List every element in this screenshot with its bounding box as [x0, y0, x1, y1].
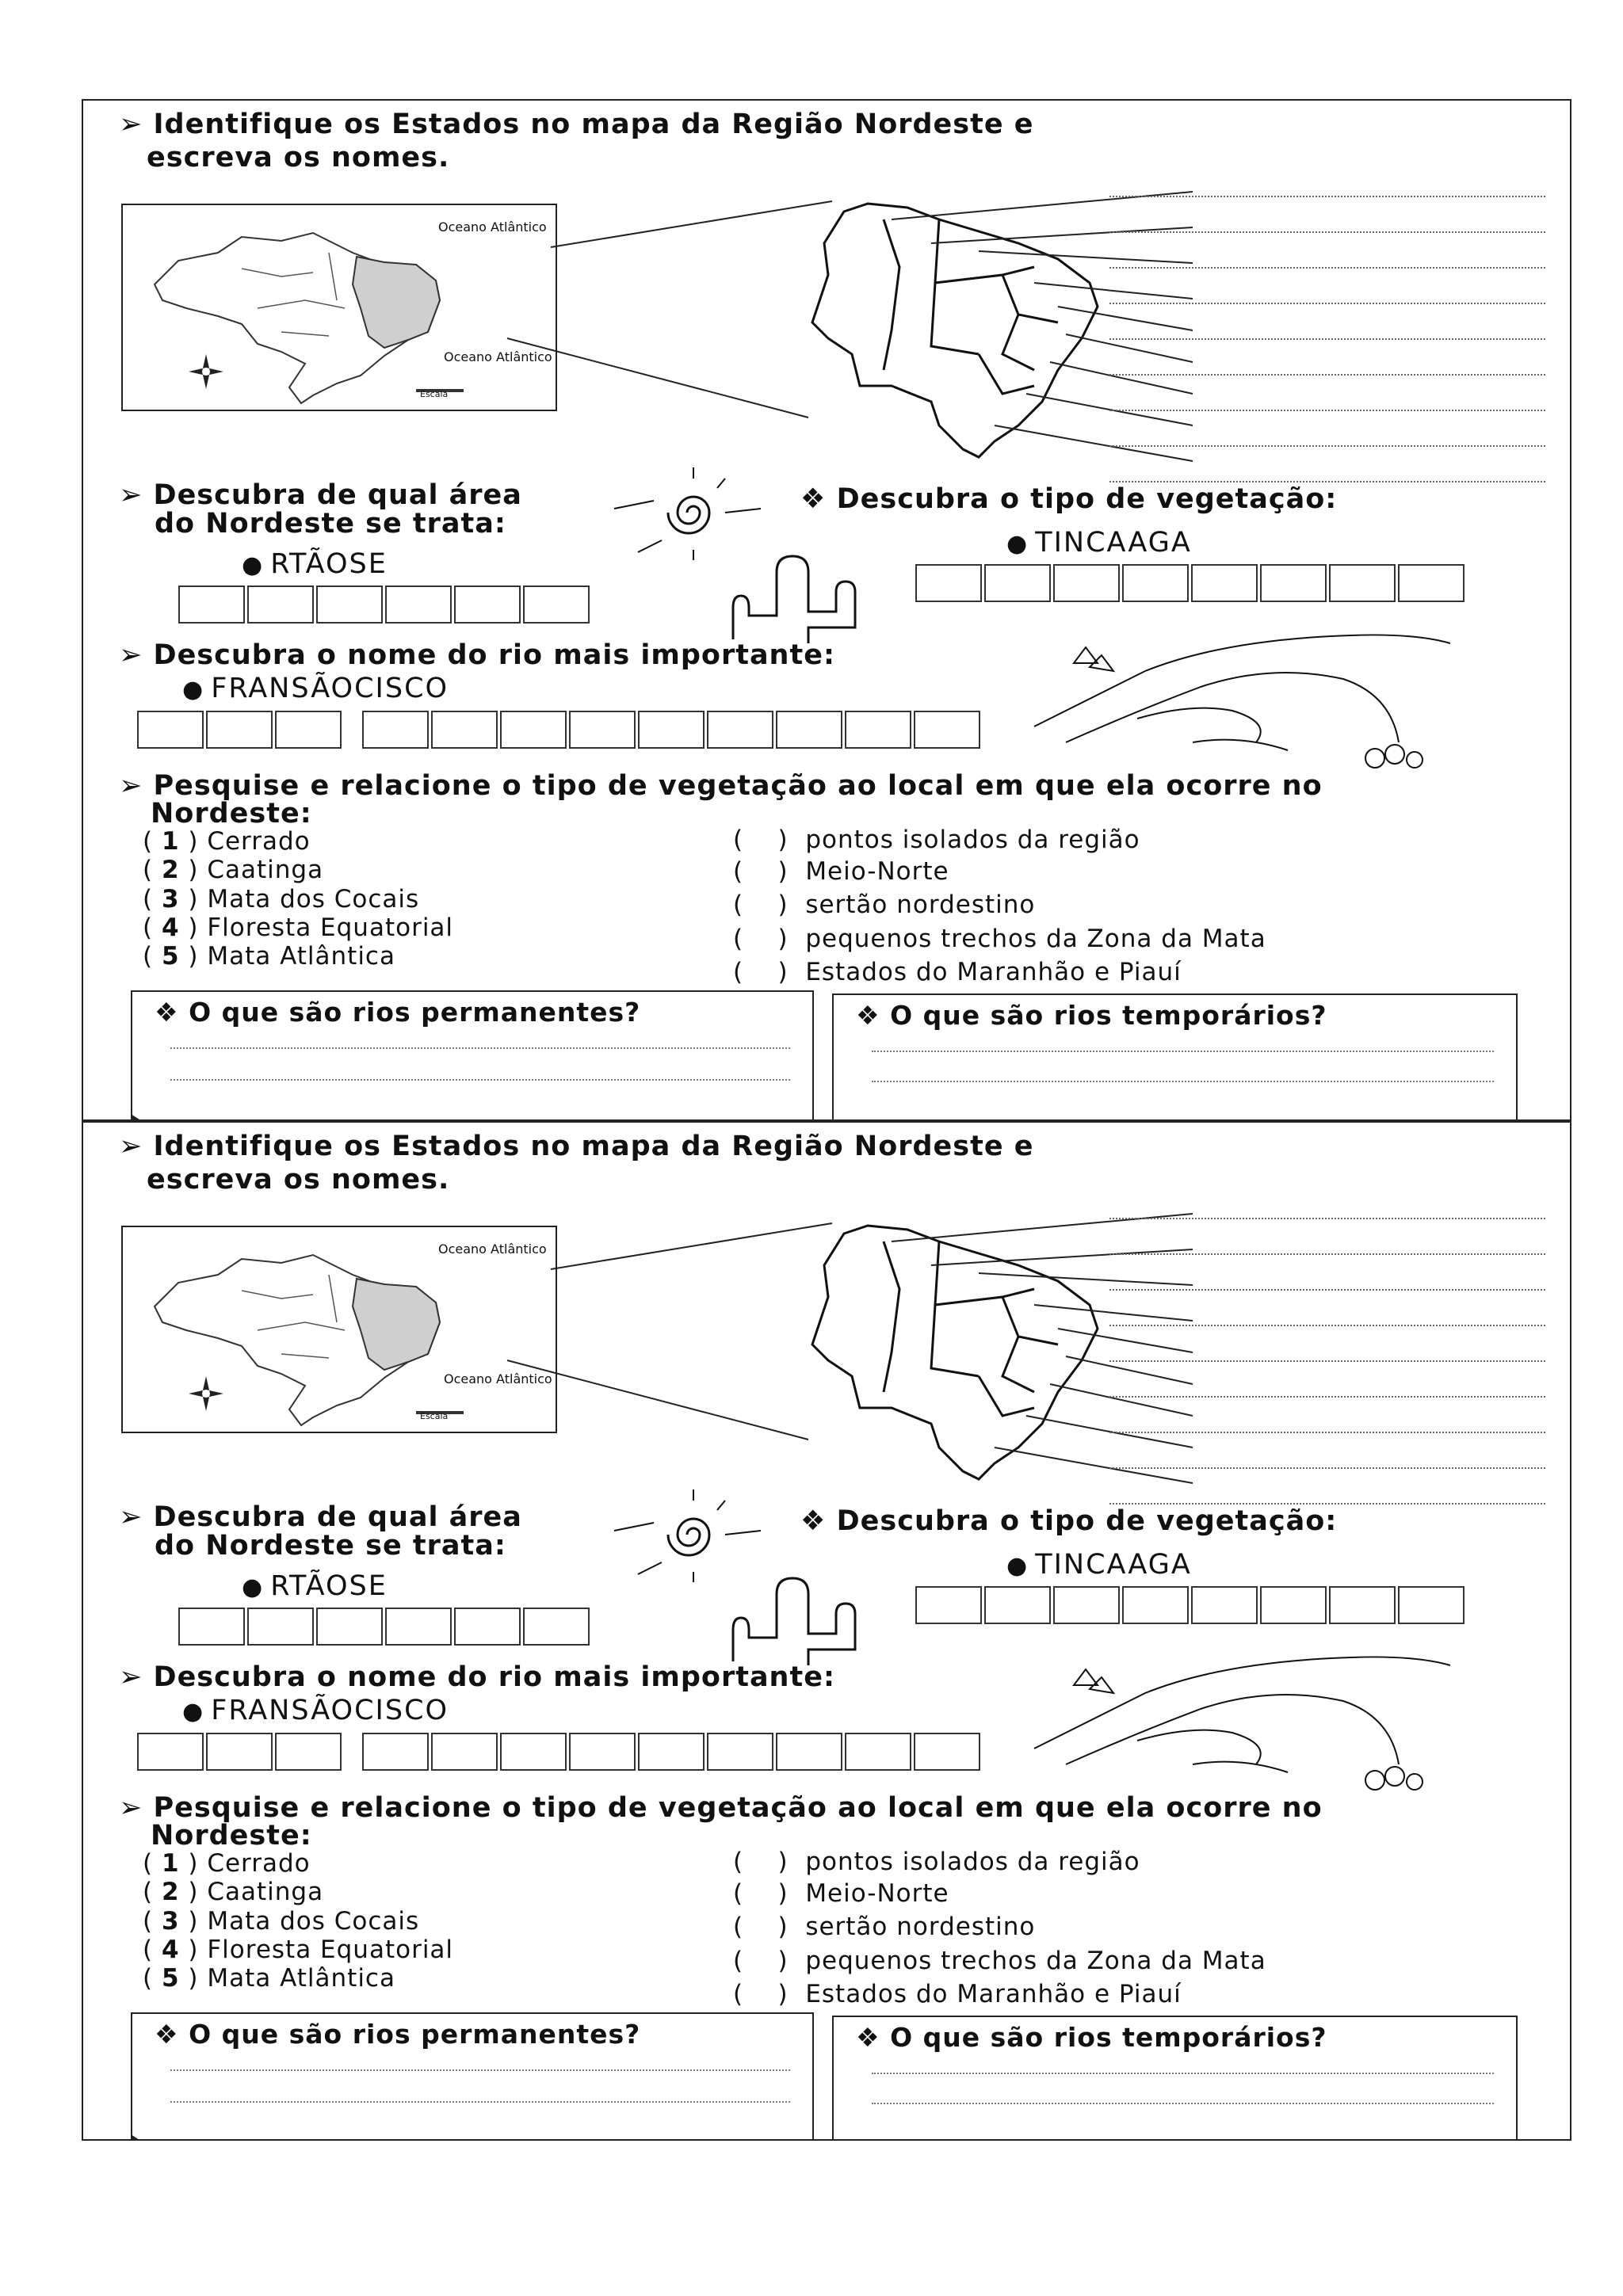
answer-boxes-area[interactable]	[178, 585, 592, 624]
answer-boxes-river-1[interactable]	[137, 711, 344, 749]
answer-line[interactable]	[170, 2101, 790, 2103]
vegetation-item-5: ( 5 ) Mata Atlântica	[143, 942, 395, 971]
state-answer-line[interactable]	[1109, 1325, 1545, 1326]
vegetation-item-2: ( 2 ) Caatinga	[143, 1878, 324, 1906]
pointer-icon: ➢	[119, 1131, 143, 1162]
question-3: ❖ Descubra o tipo de vegetação:	[800, 1505, 1338, 1537]
state-answer-line[interactable]	[1109, 267, 1545, 269]
question-1-line-2: escreva os nomes.	[147, 142, 450, 174]
ocean-label-bottom: Oceano Atlântico	[444, 349, 552, 364]
question-2-line-2: do Nordeste se trata:	[155, 508, 506, 540]
vegetation-item-4: ( 4 ) Floresta Equatorial	[143, 1936, 454, 1964]
pointer-icon: ➢	[119, 479, 143, 511]
diamond-icon: ❖	[155, 2019, 179, 2050]
location-item-3[interactable]: ( ) sertão nordestino	[733, 891, 1036, 919]
pointer-icon: ➢	[119, 1792, 143, 1824]
answer-line[interactable]	[170, 2069, 790, 2071]
location-item-2[interactable]: ( ) Meio-Norte	[733, 857, 949, 886]
vegetation-item-3: ( 3 ) Mata dos Cocais	[143, 885, 420, 913]
vegetation-item-5: ( 5 ) Mata Atlântica	[143, 1964, 395, 1993]
state-answer-line[interactable]	[1109, 374, 1545, 376]
answer-boxes-vegetation[interactable]	[915, 564, 1467, 602]
panel-temporary-rivers	[832, 2016, 1518, 2141]
diamond-icon: ❖	[155, 997, 179, 1028]
corner-mark	[131, 2134, 148, 2141]
location-item-3[interactable]: ( ) sertão nordestino	[733, 1913, 1036, 1941]
question-6: ❖ O que são rios permanentes?	[155, 997, 641, 1028]
question-4: ➢ Descubra o nome do rio mais importante:	[119, 1661, 835, 1693]
diamond-icon: ❖	[856, 1000, 880, 1031]
state-answer-line[interactable]	[1109, 1218, 1545, 1219]
scale-label: Escala	[420, 1411, 449, 1421]
state-answer-line[interactable]	[1109, 1253, 1545, 1255]
scramble-river: ● FRANSÃOCISCO	[182, 673, 449, 704]
scramble-vegetation: ● TINCAAGA	[1006, 527, 1192, 559]
location-item-5[interactable]: ( ) Estados do Maranhão e Piauí	[733, 1980, 1182, 2008]
answer-line[interactable]	[872, 1051, 1494, 1052]
ocean-label-top: Oceano Atlântico	[438, 219, 547, 235]
location-item-4[interactable]: ( ) pequenos trechos da Zona da Mata	[733, 1947, 1266, 1975]
question-1-text-a: Identifique os Estados no mapa da Região Nordeste e	[153, 109, 1034, 140]
scale-label: Escala	[420, 389, 449, 399]
cactus-icon	[717, 1570, 892, 1669]
state-answer-line[interactable]	[1109, 231, 1545, 233]
location-item-1[interactable]: ( ) pontos isolados da região	[733, 826, 1140, 854]
diamond-icon: ❖	[800, 1505, 827, 1537]
state-answer-line[interactable]	[1109, 303, 1545, 304]
question-3: ❖ Descubra o tipo de vegetação:	[800, 483, 1338, 515]
question-6: ❖ O que são rios permanentes?	[155, 2019, 641, 2050]
location-item-2[interactable]: ( ) Meio-Norte	[733, 1879, 949, 1908]
river-landscape-icon	[1018, 1646, 1462, 1804]
vegetation-item-1: ( 1 ) Cerrado	[143, 1849, 311, 1878]
pointer-icon: ➢	[119, 1501, 143, 1533]
answer-boxes-river-2[interactable]	[362, 711, 983, 749]
question-1-line-2: escreva os nomes.	[147, 1164, 450, 1196]
pointer-icon: ➢	[119, 1661, 143, 1693]
answer-line[interactable]	[170, 1079, 790, 1081]
state-answer-line[interactable]	[1109, 196, 1545, 197]
scramble-vegetation: ● TINCAAGA	[1006, 1549, 1192, 1581]
vegetation-item-3: ( 3 ) Mata dos Cocais	[143, 1907, 420, 1936]
state-answer-line[interactable]	[1109, 1467, 1545, 1469]
state-answer-line[interactable]	[1109, 1289, 1545, 1291]
question-5-line-2: Nordeste:	[151, 798, 312, 830]
question-5-line-2: Nordeste:	[151, 1820, 312, 1852]
panel-temporary-rivers	[832, 994, 1518, 1121]
vegetation-item-2: ( 2 ) Caatinga	[143, 856, 324, 884]
diamond-icon: ❖	[856, 2022, 880, 2053]
location-item-5[interactable]: ( ) Estados do Maranhão e Piauí	[733, 958, 1182, 986]
state-answer-line[interactable]	[1109, 1503, 1545, 1505]
answer-boxes-river-2[interactable]	[362, 1733, 983, 1771]
question-2-line-1	[119, 479, 522, 511]
answer-line[interactable]	[872, 2103, 1494, 2104]
scramble-area: ● RTÃOSE	[242, 1570, 388, 1602]
panel-permanent-rivers	[131, 990, 814, 1121]
ocean-label-top: Oceano Atlântico	[438, 1241, 547, 1257]
state-answer-line[interactable]	[1109, 1432, 1545, 1433]
pointer-icon: ➢	[119, 109, 143, 140]
question-2-line-1	[119, 1501, 522, 1533]
pointer-icon: ➢	[119, 770, 143, 802]
question-2-text: Descubra de qual área	[153, 1501, 522, 1533]
state-answer-line[interactable]	[1109, 1396, 1545, 1398]
question-7: ❖ O que são rios temporários?	[856, 2022, 1327, 2053]
answer-line[interactable]	[872, 1081, 1494, 1082]
question-5-line-1: ➢ Pesquise e relacione o tipo de vegetação ao local em que ela ocorre no	[119, 770, 1323, 802]
question-5-line-1: ➢ Pesquise e relacione o tipo de vegetação ao local em que ela ocorre no	[119, 1792, 1323, 1824]
answer-boxes-river-1[interactable]	[137, 1733, 344, 1771]
state-answer-line[interactable]	[1109, 481, 1545, 482]
question-2-line-2: do Nordeste se trata:	[155, 1530, 506, 1562]
cactus-icon	[717, 548, 892, 647]
answer-line[interactable]	[872, 2073, 1494, 2074]
worksheet-top	[82, 99, 1571, 1121]
pointer-icon: ➢	[119, 639, 143, 671]
ocean-label-bottom: Oceano Atlântico	[444, 1371, 552, 1386]
corner-mark	[131, 1114, 148, 1121]
question-2-text: Descubra de qual área	[153, 479, 522, 511]
vegetation-item-4: ( 4 ) Floresta Equatorial	[143, 913, 454, 942]
vegetation-item-1: ( 1 ) Cerrado	[143, 827, 311, 856]
worksheet-bottom	[82, 1121, 1571, 2141]
state-answer-line[interactable]	[1109, 445, 1545, 447]
answer-line[interactable]	[170, 1047, 790, 1049]
question-4: ➢ Descubra o nome do rio mais importante:	[119, 639, 835, 671]
state-answer-line[interactable]	[1109, 338, 1545, 340]
river-landscape-icon	[1018, 624, 1462, 782]
panel-permanent-rivers	[131, 2012, 814, 2141]
state-answer-line[interactable]	[1109, 410, 1545, 411]
location-item-4[interactable]: ( ) pequenos trechos da Zona da Mata	[733, 925, 1266, 953]
answer-boxes-area[interactable]	[178, 1608, 592, 1646]
location-item-1[interactable]: ( ) pontos isolados da região	[733, 1848, 1140, 1876]
scramble-river: ● FRANSÃOCISCO	[182, 1695, 449, 1726]
answer-boxes-vegetation[interactable]	[915, 1586, 1467, 1624]
question-1-text-a: Identifique os Estados no mapa da Região Nordeste e	[153, 1131, 1034, 1162]
diamond-icon: ❖	[800, 483, 827, 515]
question-7: ❖ O que são rios temporários?	[856, 1000, 1327, 1031]
scramble-area: ● RTÃOSE	[242, 548, 388, 580]
state-answer-line[interactable]	[1109, 1360, 1545, 1362]
